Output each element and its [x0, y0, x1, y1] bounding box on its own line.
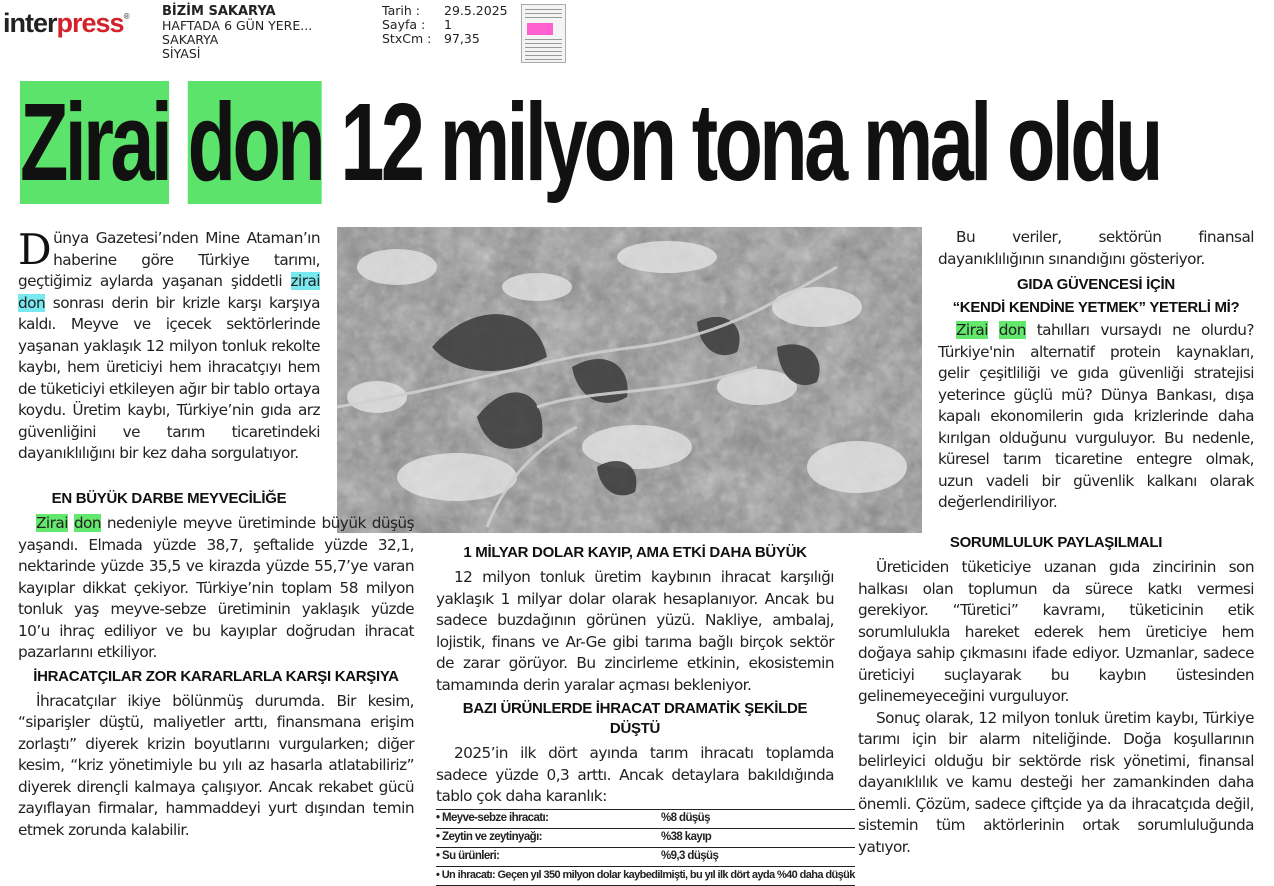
frost-plants-photo — [337, 227, 922, 533]
registered-mark: ® — [123, 12, 129, 21]
highlight-don-2: don — [73, 514, 101, 532]
publication-city: SAKARYA — [162, 32, 219, 47]
paragraph-turetici: Üreticiden tüketiciye uzanan gıda zincirinin son halkası olan toplumun da sürece katkı vermesi gerekiyor. “Türetici” kavramı, tüketicinin etik sorumlulukla hareket ederek hem üreticiye hem doğaya sahip çıkmasını ifade ediyor. Uzmanlar, sadece üreticiyi suçlayarak bu kaybın üstesinden gelinemeyeceğini vurguluyor. — [858, 558, 1254, 705]
table-cell-label: • Meyve-sebze ihracatı: — [436, 809, 661, 828]
table-cell-value: %9,3 düşüş — [661, 847, 855, 866]
paragraph-tahillar: Zirai don tahılları vursaydı ne olurdu? Türkiye'nin alternatif protein kaynakları, gelir çeşitliliği ve gıda güvenliği stratejisi yeterince güçlü mü? Dünya Bankası, dışa kapalı ekonomilerin gıda krizlerinde daha kırılgan olduğunu vurguluyor. Bu nedenle, küresel tarım ticaretine entegre olmak, uzun vadeli bir güvenlik kalkanı olarak değerlendiriliyor. — [938, 321, 1255, 511]
subheading-ihracatcilar: İHRACATÇILAR ZOR KARARLARLA KARŞI KARŞIYA — [33, 667, 399, 685]
publication-section: SİYASİ — [162, 46, 201, 61]
logo-accent-text: press — [56, 8, 124, 38]
paragraph-ihracat: 2025’in ilk dört ayında tarım ihracatı toplamda sadece yüzde 0,3 arttı. Ancak detaylara bakıldığında tablo çok daha karanlık: — [436, 744, 834, 805]
paragraph-intro: Dünya Gazetesi’nden Mine Ataman’ın haberine göre Türkiye tarımı, geçtiğimiz aylarda yaşanan şiddetli zirai don sonrası derin bir krizle karşı karşıya kaldı. Meyve ve içecek sektörlerinde yaşanan yaklaşık 12 milyon tonluk rekolte kaybı, hem üreticiyi hem ihracatçıyı hem de tüketiciyi etkileyen ağır bir tablo ortaya koydu. Üretim kaybı, Türkiye’nin gıda arz güvenliğini ve tarım ticaretindeki dayanıklılığını bir kez daha sorgulatıyor. — [18, 225, 320, 462]
subheading-meyvecilik: EN BÜYÜK DARBE MEYVECİLİĞE — [51, 490, 287, 507]
publication-name: BİZİM SAKARYA — [162, 4, 276, 19]
subheading-kendi-kendine: “KENDİ KENDİNE YETMEK” YETERLİ Mİ? — [952, 299, 1240, 316]
table-cell-value: %38 kayıp — [661, 828, 855, 847]
headline-highlight-don: don — [187, 81, 323, 204]
highlight-don-3: don — [998, 321, 1026, 339]
table-cell-label: • Zeytin ve zeytinyağı: — [436, 828, 661, 847]
table-cell-value: %8 düşüş — [661, 809, 855, 828]
highlight-zirai: zirai — [290, 272, 320, 290]
article-column-2 — [436, 540, 855, 886]
publication-frequency: HAFTADA 6 GÜN YERE... — [162, 18, 313, 33]
paragraph-veriler: Bu veriler, sektörün finansal dayanıklılığının sınandığını gösteriyor. — [938, 228, 1254, 268]
paragraph-meyve: Zirai don nedeniyle meyve üretiminde büyük düşüş yaşandı. Elmada yüzde 38,7, şeftalide yüzde 32,1, nektarinde yüzde 35,5 ve kirazda yüzde 55,7’ye varan kayıplar dikkat çekiyor. Türkiye’nin toplam 58 milyon tonluk yaş meyve-sebze üretiminin yaklaşık yüzde 10’u ihraç ediliyor ve bu kayıplar doğrudan ihracat pazarlarını etkiliyor. — [18, 514, 414, 661]
highlight-zirai-2: Zirai — [36, 514, 68, 532]
page-value: 1 — [444, 17, 452, 32]
date-value: 29.5.2025 — [444, 3, 508, 18]
page-thumbnail[interactable] — [521, 4, 566, 63]
highlight-don: don — [18, 293, 46, 312]
paragraph-sonuc: Sonuç olarak, 12 milyon tonluk üretim kaybı, Türkiye tarımı için bir alarm niteliğinde. Doğa koşullarının belirleyici olduğu bir sektörde risk yönetimi, finansal dayanıklılık ve kamu desteği her zamankinden daha önemli. Çözüm, sadece çiftçide ya da ihracatçıda değil, sistemin tüm aktörlerinin ortak sorumluluğunda yatıyor. — [858, 708, 1254, 856]
article-column-3-continued — [858, 530, 1254, 858]
interpress-logo — [3, 8, 128, 39]
article-column-3 — [938, 227, 1254, 514]
highlight-zirai-3: Zirai — [956, 321, 988, 339]
article-column-1-continued — [18, 486, 414, 841]
headline-highlight-zirai: Zirai — [20, 81, 170, 204]
logo-text: inter — [3, 8, 57, 38]
table-note: • Un ihracatı: Geçen yıl 350 milyon dolar kaybedilmişti, bu yıl ilk dört ayda %40 daha düşük — [436, 866, 855, 885]
paragraph-kayip: 12 milyon tonluk üretim kaybının ihracat karşılığı yaklaşık 1 milyar dolar olarak hesaplanıyor. Ancak bu sadece buzdağının görünen yüzü. Nakliye, ambalaj, lojistik, finans ve Ar-Ge gibi tarıma bağlı birçok sektör de zarar görüyor. Bu zincirleme etkinin, ekosistemin tamamında derin yaralar açması bekleniyor. — [436, 568, 834, 694]
headline — [20, 81, 1160, 204]
table-row — [436, 847, 855, 866]
publication-info — [162, 5, 312, 61]
table-row — [436, 809, 855, 828]
table-cell-label: • Su ürünleri: — [436, 847, 661, 866]
headline-rest: 12 milyon tona mal oldu — [340, 81, 1160, 204]
table-row — [436, 828, 855, 847]
subheading-milyar-dolar: 1 MİLYAR DOLAR KAYIP, AMA ETKİ DAHA BÜYÜK — [463, 544, 807, 561]
drop-cap: D — [18, 225, 52, 274]
page-label: Sayfa : — [382, 17, 426, 32]
clipping-meta — [382, 4, 508, 46]
paragraph-ihracatcilar: İhracatçılar ikiye bölünmüş durumda. Bir kesim, “siparişler düştü, maliyetler arttı, finansmana erişim zorlaştı” diyerek krizin boyutlarını vurgularken; diğer kesim, “kriz yönetimiyle bu yılı az hasarla atlatabiliriz” diyerek dirençli kalmaya çalışıyor. Ancak rekabet gücü zayıflayan firmalar, hammaddeyi yurt dışından temin etmek zorunda kalabilir. — [18, 691, 414, 839]
export-decline-table — [436, 809, 855, 886]
subheading-sorumluluk: SORUMLULUK PAYLAŞILMALI — [949, 534, 1163, 551]
stxcm-label: StxCm : — [382, 31, 432, 46]
subheading-ihracat-dustu: BAZI ÜRÜNLERDE İHRACAT DRAMATİK ŞEKİLDE DÜŞTÜ — [462, 700, 808, 737]
table-row — [436, 866, 855, 885]
subheading-gida-guvencesi: GIDA GÜVENCESİ İÇİN — [1017, 276, 1175, 293]
date-label: Tarih : — [382, 3, 420, 18]
stxcm-value: 97,35 — [444, 31, 480, 46]
article-column-1 — [18, 225, 320, 465]
